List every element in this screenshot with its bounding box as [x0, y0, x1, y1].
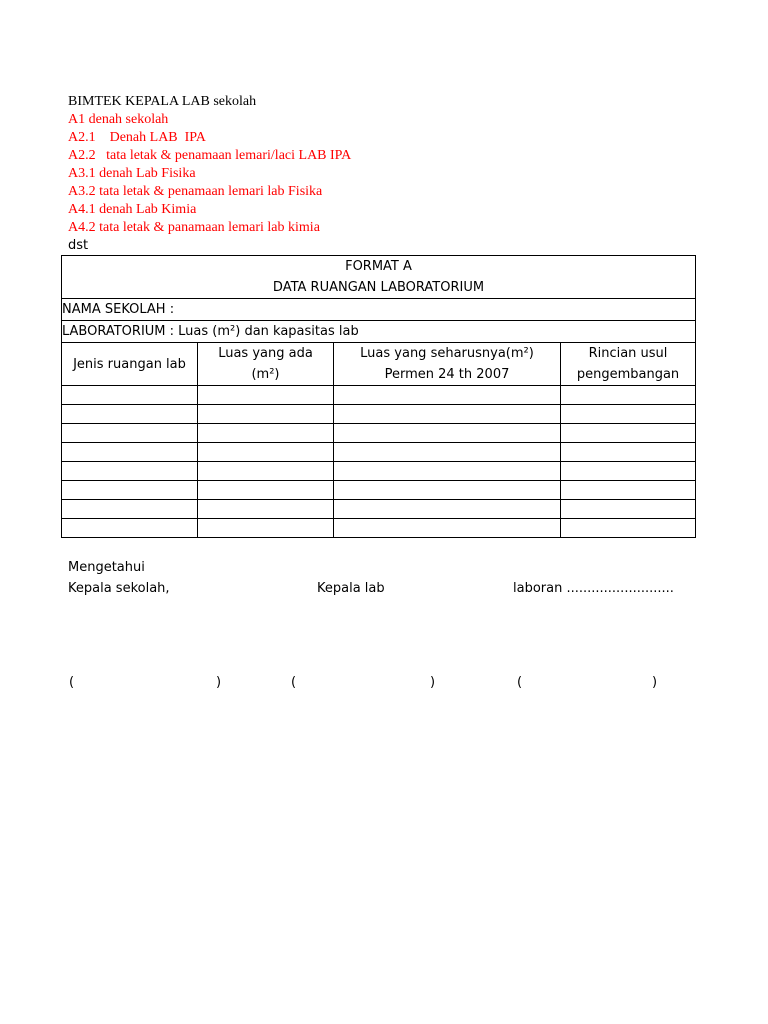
- column-header-existing-area: Luas yang ada (m²): [198, 343, 334, 386]
- table-cell: [198, 405, 334, 424]
- column-header-required-area: Luas yang seharusnya(m²) Permen 24 th 2007: [334, 343, 561, 386]
- table-cell: [334, 462, 561, 481]
- table-cell: [334, 443, 561, 462]
- table-cell: [561, 500, 696, 519]
- table-row: [62, 500, 696, 519]
- table-row: [62, 443, 696, 462]
- table-cell: [62, 481, 198, 500]
- lab-head-sign-close: ): [430, 675, 436, 690]
- table-cell: [62, 405, 198, 424]
- table-cell: [561, 481, 696, 500]
- table-cell: [62, 519, 198, 538]
- table-cell: [62, 500, 198, 519]
- dst-label: dst: [68, 238, 89, 253]
- lab-head-label: Kepala lab: [317, 581, 385, 596]
- table-cell: [198, 481, 334, 500]
- table-cell: [334, 500, 561, 519]
- column-header-development: Rincian usul pengembangan: [561, 343, 696, 386]
- table-row: [62, 519, 696, 538]
- table-cell: [62, 462, 198, 481]
- table-cell: [334, 386, 561, 405]
- table-cell: [198, 443, 334, 462]
- table-cell: [561, 443, 696, 462]
- list-item: A4.1 denah Lab Kimia: [68, 202, 197, 217]
- table-cell: [198, 500, 334, 519]
- table-cell: [334, 519, 561, 538]
- header-block: [68, 93, 628, 255]
- doc-title: BIMTEK KEPALA LAB sekolah: [68, 94, 257, 109]
- table-cell: [198, 519, 334, 538]
- table-cell: [198, 386, 334, 405]
- laboran-sign-open: (: [517, 675, 523, 690]
- lab-head-sign-open: (: [291, 675, 297, 690]
- table-row: [62, 386, 696, 405]
- principal-sign-close: ): [216, 675, 222, 690]
- list-item: A1 denah sekolah: [68, 112, 169, 127]
- list-item: A4.2 tata letak & panamaan lemari lab kimia: [68, 220, 320, 235]
- form-subtitle: DATA RUANGAN LABORATORIUM: [62, 277, 696, 299]
- table-cell: [62, 386, 198, 405]
- table-cell: [561, 462, 696, 481]
- table-cell: [561, 386, 696, 405]
- table-row: [62, 405, 696, 424]
- table-header-row: [62, 343, 696, 386]
- principal-label: Kepala sekolah,: [68, 581, 170, 596]
- list-item: A2.1 Denah LAB IPA: [68, 130, 206, 145]
- table-cell: [62, 443, 198, 462]
- list-item: A3.1 denah Lab Fisika: [68, 166, 196, 181]
- table-cell: [198, 424, 334, 443]
- list-item: A2.2 tata letak & penamaan lemari/laci LAB IPA: [68, 148, 352, 163]
- table-cell: [198, 462, 334, 481]
- laboran-sign-close: ): [652, 675, 658, 690]
- table-row: [62, 462, 696, 481]
- table-cell: [561, 519, 696, 538]
- laboran-label: laboran ..........................: [513, 581, 674, 596]
- lab-area-label: LABORATORIUM : Luas (m²) dan kapasitas lab: [62, 321, 696, 343]
- format-title: FORMAT A: [62, 256, 696, 278]
- table-cell: [334, 405, 561, 424]
- table-cell: [334, 424, 561, 443]
- table-row: [62, 481, 696, 500]
- column-header-room-type: Jenis ruangan lab: [62, 343, 198, 386]
- table-cell: [561, 405, 696, 424]
- acknowledge-label: Mengetahui: [68, 560, 145, 575]
- table-cell: [62, 424, 198, 443]
- table-row: [62, 424, 696, 443]
- principal-sign-open: (: [69, 675, 75, 690]
- list-item: A3.2 tata letak & penamaan lemari lab Fisika: [68, 184, 323, 199]
- table-cell: [334, 481, 561, 500]
- lab-data-form: [61, 255, 696, 538]
- school-name-label: NAMA SEKOLAH :: [62, 299, 696, 321]
- table-cell: [561, 424, 696, 443]
